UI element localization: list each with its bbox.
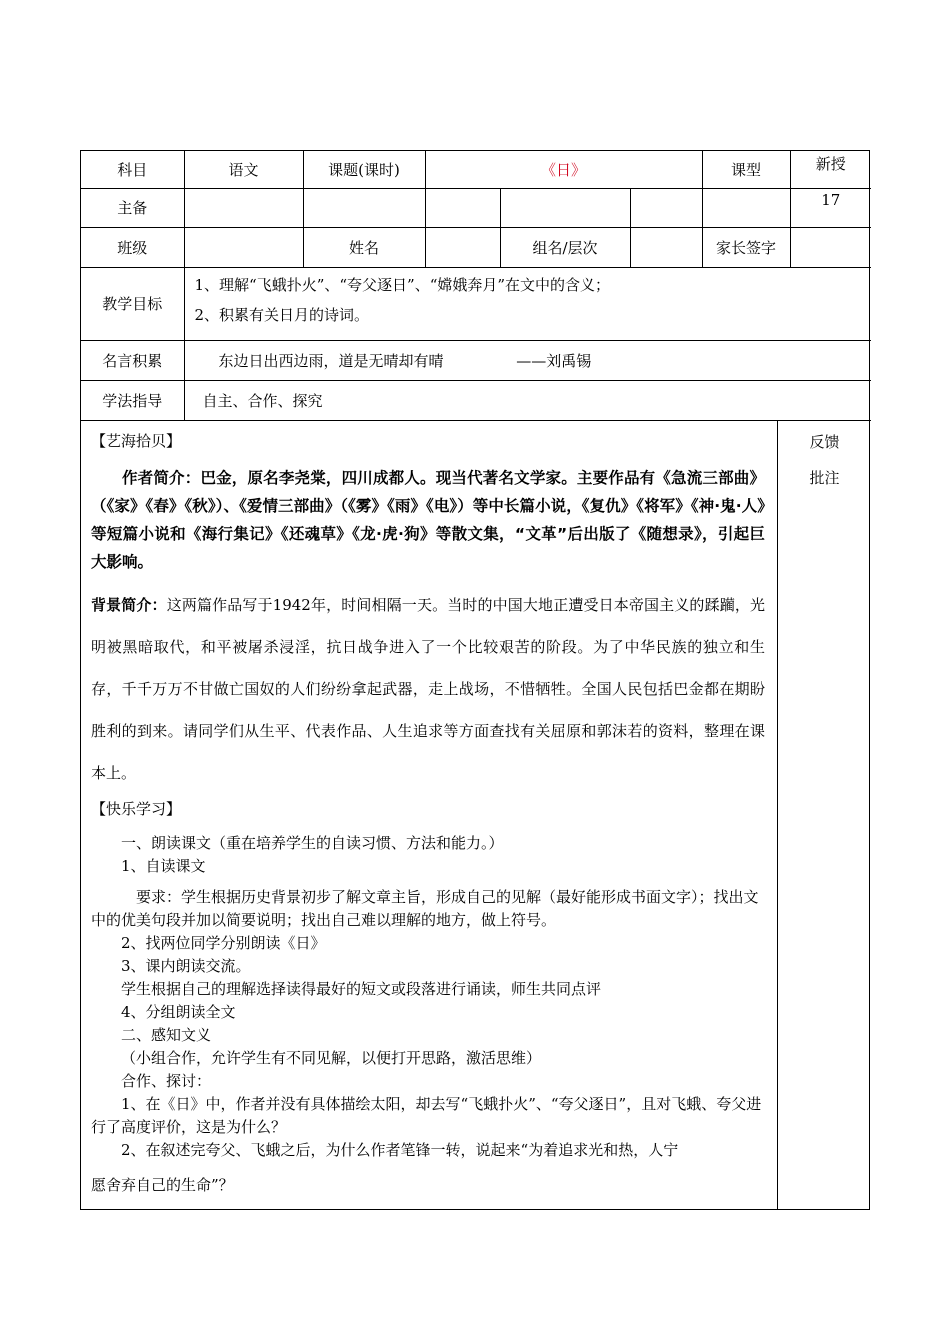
- type-value: 新授: [790, 151, 871, 188]
- step-3-desc: 学生根据自己的理解选择读得最好的短文或段落进行诵读，师生共同点评: [121, 980, 602, 998]
- step-1: 1、自读课文: [121, 857, 206, 875]
- name-value[interactable]: [425, 227, 500, 267]
- method-label: 学法指导: [81, 380, 184, 420]
- main-content-area: [81, 420, 871, 1209]
- content-column: [81, 420, 778, 1209]
- blank-cell: [702, 188, 790, 227]
- goal-item: 1、理解“飞蛾扑火”、“夸父逐日”、“嫦娥奔月”在文中的含义；: [194, 275, 611, 294]
- header-table: [81, 151, 871, 421]
- method-content: [184, 380, 871, 420]
- blank-cell: [303, 188, 425, 227]
- preparer-value[interactable]: [184, 188, 303, 227]
- method-text: 自主、合作、探究: [202, 391, 323, 410]
- quote-content: [184, 340, 871, 380]
- step-3: 3、课内朗读交流。: [121, 957, 251, 975]
- goals-label: 教学目标: [81, 267, 184, 340]
- part2-title: 二、感知文义: [121, 1026, 212, 1044]
- blank-cell: [500, 188, 630, 227]
- class-value[interactable]: [184, 227, 303, 267]
- notes-label: 批注: [809, 469, 840, 487]
- background-intro: [91, 584, 765, 794]
- quote-text: 东边日出西边雨，道是无晴却有晴: [218, 351, 444, 370]
- class-label: 班级: [81, 227, 184, 267]
- part1-title: 一、朗读课文（重在培养学生的自读习惯、方法和能力。）: [121, 834, 504, 852]
- blank-cell: [425, 188, 500, 227]
- type-label: 课型: [702, 151, 790, 188]
- parent-sign-value[interactable]: [790, 227, 871, 267]
- quote-label: 名言积累: [81, 340, 184, 380]
- step-4: 4、分组朗读全文: [121, 1003, 236, 1021]
- author-intro-label: 作者简介：: [122, 469, 201, 487]
- lesson-title: 《日》: [425, 151, 702, 188]
- feedback-label: 反馈: [809, 433, 840, 451]
- subject-value: 语文: [184, 151, 303, 188]
- blank-cell: [630, 188, 702, 227]
- parent-sign-label: 家长签字: [702, 227, 790, 267]
- background-text: 这两篇作品写于1942年，时间相隔一天。当时的中国大地正遭受日本帝国主义的蹂躏，光明被黑暗取代，和平被屠杀浸淫，抗日战争进入了一个比较艰苦的阶段。为了中华民族的独立和生存，千千万万不甘做亡国奴的人们纷纷拿起武器，走上战场，不惜牺牲。全国人民包括巴金都在期盼胜利的到来。请同学们从生平、代表作品、人生追求等方面查找有关屈原和郭沫若的资料，整理在课本上。: [91, 596, 765, 782]
- goal-item: 2、积累有关日月的诗词。: [194, 305, 370, 324]
- feedback-column: [778, 420, 871, 492]
- question-2b: 愿舍弃自己的生命”？: [91, 1176, 234, 1194]
- subject-label: 科目: [81, 151, 184, 188]
- lesson-plan-sheet: [80, 150, 870, 1210]
- section-title: 【快乐学习】: [91, 800, 182, 818]
- author-intro: [91, 464, 765, 576]
- part2-desc: （小组合作，允许学生有不同见解，以便打开思路，激活思维）: [121, 1049, 542, 1067]
- question-2a: 2、在叙述完夸父、飞蛾之后，为什么作者笔锋一转，说起来“为着追求光和热，人宁: [121, 1141, 679, 1159]
- background-label: 背景简介：: [91, 596, 167, 614]
- discuss-label: 合作、探讨：: [121, 1072, 212, 1090]
- quote-author: ——刘禹锡: [516, 351, 592, 370]
- name-label: 姓名: [303, 227, 425, 267]
- group-value[interactable]: [630, 227, 702, 267]
- section-title: 【艺海拾贝】: [91, 432, 182, 450]
- requirement-text: 要求：学生根据历史背景初步了解文章主旨，形成自己的见解（最好能形成书面文字）；找出文中的优美句段并加以简要说明；找出自己难以理解的地方，做上符号。: [91, 888, 759, 929]
- goals-content: [184, 267, 871, 340]
- question-1: 1、在《日》中，作者并没有具体描绘太阳，却去写“飞蛾扑火”、“夸父逐日”，且对飞蛾、夸父进行了高度评价，这是为什么？: [91, 1095, 762, 1136]
- lesson-number: 17: [790, 188, 871, 227]
- topic-label: 课题(课时): [303, 151, 425, 188]
- step-2: 2、找两位同学分别朗读《日》: [121, 934, 326, 952]
- group-label: 组名/层次: [500, 227, 630, 267]
- author-intro-text: 巴金，原名李尧棠，四川成都人。现当代著名文学家。主要作品有《急流三部曲》（《家》《春》《秋》）、《爱情三部曲》（《雾》《雨》《电》）等中长篇小说，《复仇》《将军》《神·鬼·人》等短篇小说和《海行集记》《还魂草》《龙·虎·狗》等散文集，“文革”后出版了《随想录》，引起巨大影响。: [91, 469, 765, 571]
- preparer-label: 主备: [81, 188, 184, 227]
